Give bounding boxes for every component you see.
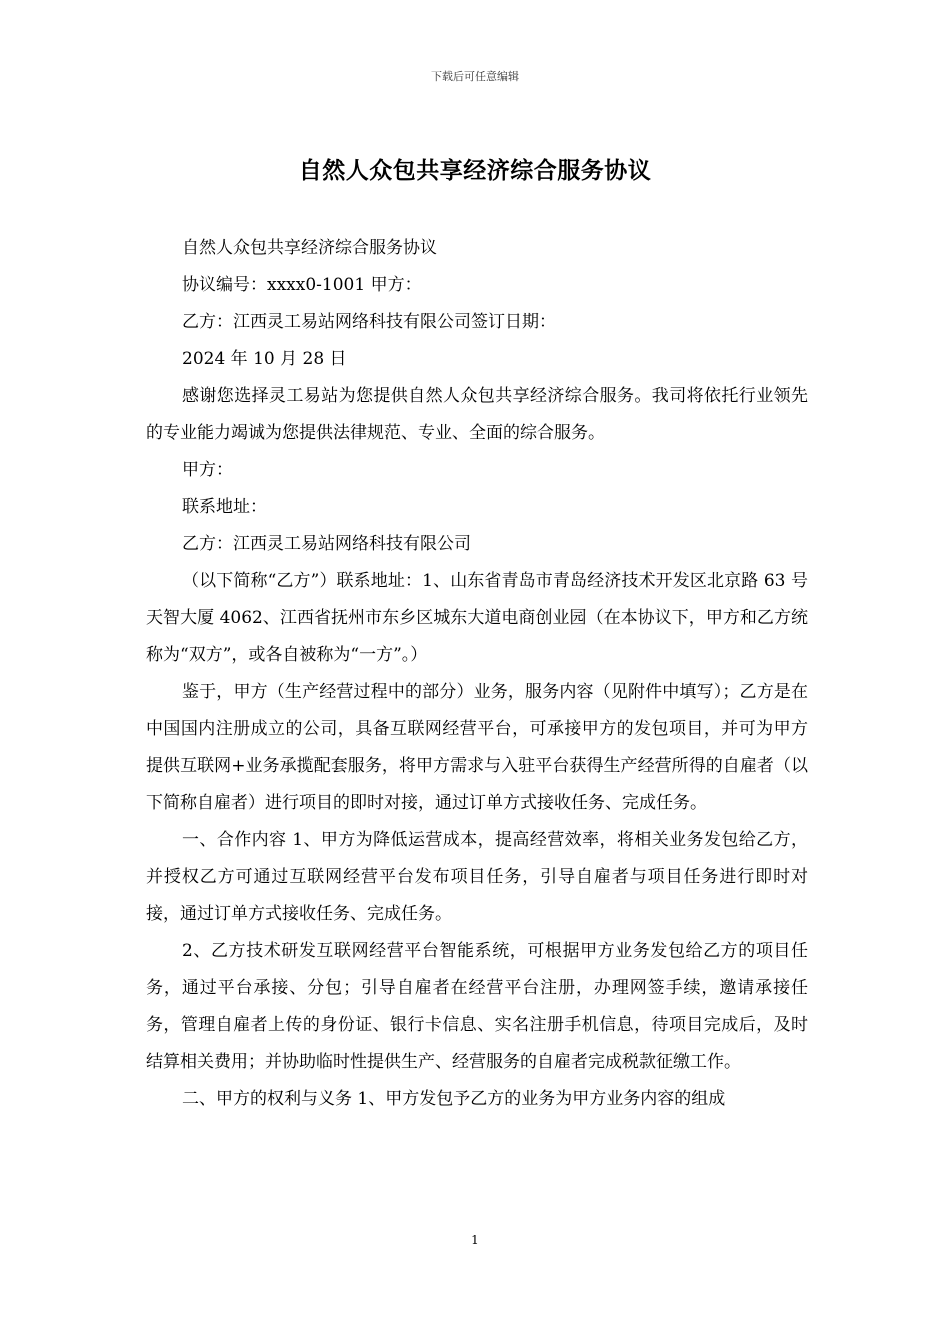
header-note: 下载后可任意编辑 — [431, 70, 519, 83]
paragraph-whereas: 鉴于，甲方（生产经营过程中的部分）业务，服务内容（见附件中填写）；乙方是在中国国内注册成立的公司，具备互联网经营平台，可承接甲方的发包项目，并可为甲方提供互联网+业务承揽配套服务，将甲方需求与入驻平台获得生产经营所得的自雇者（以下简称自雇者）进行项目的即时对接，通过订单方式接收任务、完成任务。 — [146, 682, 808, 813]
paragraph-agreement-name: 自然人众包共享经济综合服务协议 — [182, 238, 437, 258]
paragraph-party-b-address: （以下简称“乙方”）联系地址：1、山东省青岛市青岛经济技术开发区北京路 63 号天智大厦 4062、江西省抚州市东乡区城东大道电商创业园（在本协议下，甲方和乙方统称为“双方”，或各自被称为“一方”。） — [146, 571, 808, 665]
document-title: 自然人众包共享经济综合服务协议 — [298, 157, 652, 184]
paragraph-party-a: 甲方： — [182, 460, 233, 480]
paragraph-thanks: 感谢您选择灵工易站为您提供自然人众包共享经济综合服务。我司将依托行业领先的专业能力竭诚为您提供法律规范、专业、全面的综合服务。 — [146, 386, 808, 443]
page-number: 1 — [471, 1233, 479, 1247]
paragraph-party-b-sign-date: 乙方：江西灵工易站网络科技有限公司签订日期： — [182, 312, 556, 332]
paragraph-contact-address: 联系地址： — [182, 497, 267, 517]
paragraph-agreement-number: 协议编号：xxxx0-1001 甲方： — [182, 275, 422, 295]
paragraph-section-2-item-1: 二、甲方的权利与义务 1、甲方发包予乙方的业务为甲方业务内容的组成 — [182, 1089, 726, 1109]
paragraph-party-b: 乙方：江西灵工易站网络科技有限公司 — [182, 534, 471, 554]
paragraph-section-1-item-2: 2、乙方技术研发互联网经营平台智能系统，可根据甲方业务发包给乙方的项目任务，通过平台承接、分包；引导自雇者在经营平台注册，办理网签手续，邀请承接任务，管理自雇者上传的身份证、银行卡信息、实名注册手机信息，待项目完成后，及时结算相关费用；并协助临时性提供生产、经营服务的自雇者完成税款征缴工作。 — [146, 941, 808, 1072]
paragraph-date: 2024 年 10 月 28 日 — [182, 349, 347, 369]
document-body — [146, 230, 808, 1118]
paragraph-section-1-item-1: 一、合作内容 1、甲方为降低运营成本，提高经营效率，将相关业务发包给乙方，并授权乙方可通过互联网经营平台发布项目任务，引导自雇者与项目任务进行即时对接，通过订单方式接收任务、完成任务。 — [146, 830, 808, 924]
